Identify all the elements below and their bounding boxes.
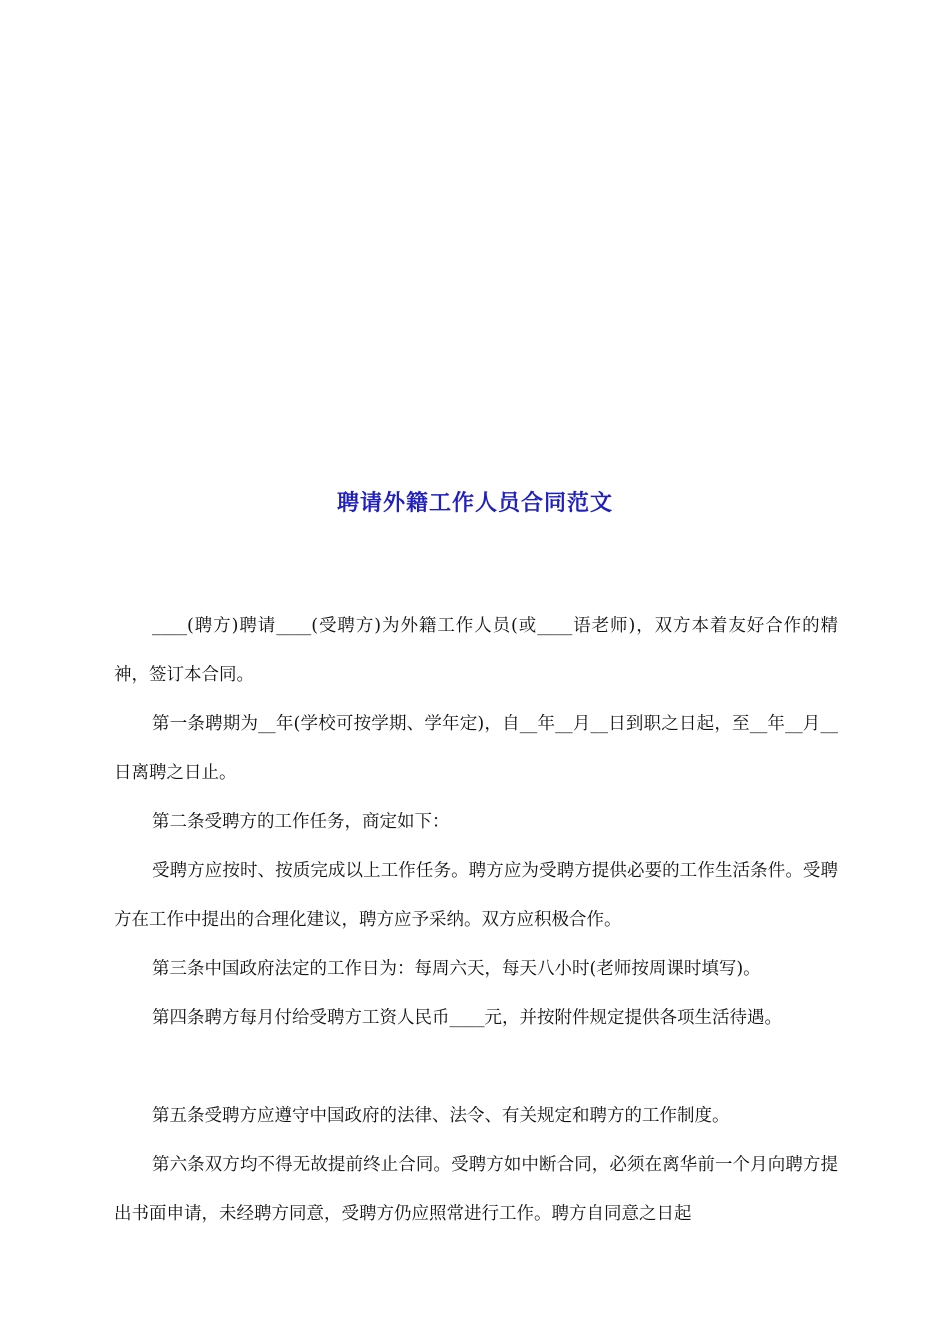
paragraph-article-5: 第五条受聘方应遵守中国政府的法律、法令、有关规定和聘方的工作制度。: [152, 1106, 730, 1126]
paragraph-gap: [114, 1043, 838, 1092]
paragraph-intro: ____(聘方)聘请____(受聘方)为外籍工作人员(或____语老师)，双方本着友好合作的精神，签订本合同。: [114, 616, 838, 685]
paragraph-article-2: 第二条受聘方的工作任务，商定如下：: [152, 812, 450, 832]
paragraph-article-2-detail: 受聘方应按时、按质完成以上工作任务。聘方应为受聘方提供必要的工作生活条件。受聘方在工作中提出的合理化建议，聘方应予采纳。双方应积极合作。: [114, 861, 838, 930]
paragraph-article-6: 第六条双方均不得无故提前终止合同。受聘方如中断合同，必须在离华前一个月向聘方提出书面申请，未经聘方同意，受聘方仍应照常进行工作。聘方自同意之日起: [114, 1155, 838, 1224]
paragraph-article-4: 第四条聘方每月付给受聘方工资人民币____元，并按附件规定提供各项生活待遇。: [152, 1008, 782, 1028]
document-title: 聘请外籍工作人员合同范文: [336, 490, 613, 516]
paragraph-article-1: 第一条聘期为__年(学校可按学期、学年定)，自__年__月__日到职之日起，至__年__月__日离聘之日止。: [114, 714, 838, 783]
document-body: [114, 602, 838, 1239]
paragraph-article-3: 第三条中国政府法定的工作日为：每周六天，每天八小时(老师按周课时填写)。: [152, 959, 761, 979]
